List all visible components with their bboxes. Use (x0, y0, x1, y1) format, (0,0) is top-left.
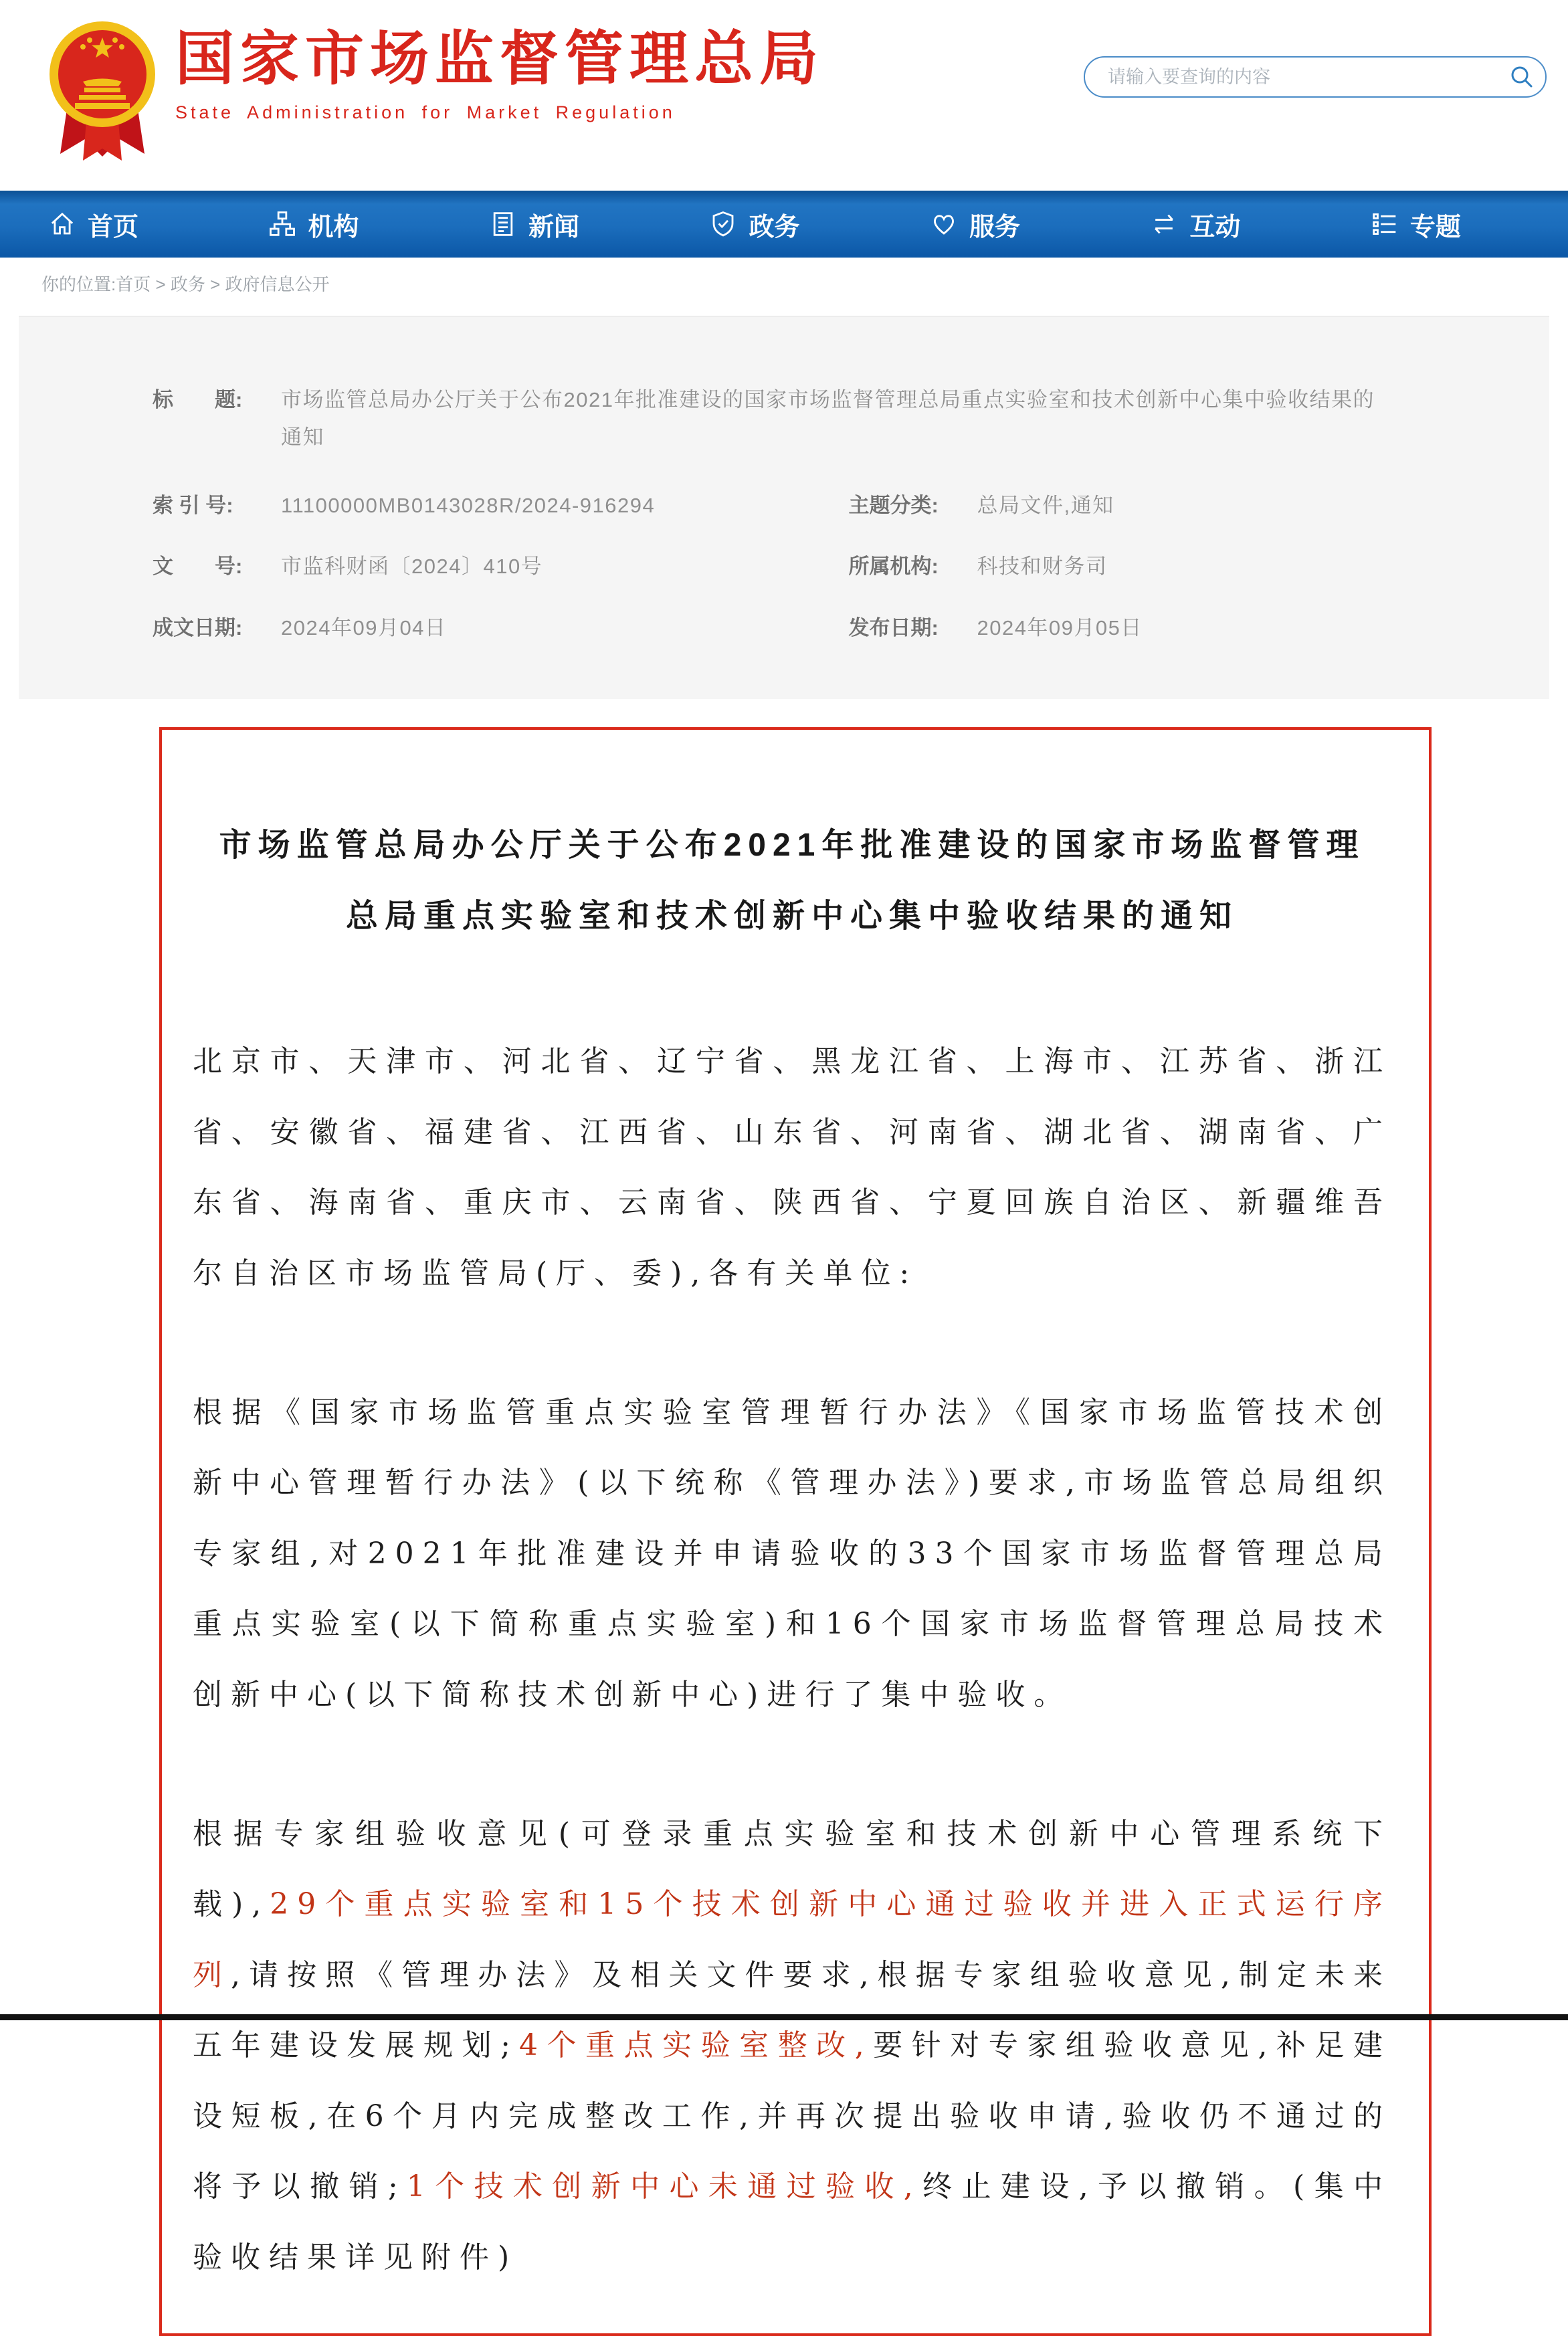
nav-label: 机构 (308, 213, 359, 241)
meta-row-title (153, 381, 1395, 456)
nav-label: 服务 (969, 213, 1020, 241)
doc-text-segment-red: 1个技术创新中心未通过验收, (406, 2169, 922, 2204)
meta-value: 市监科财函〔2024〕410号 (281, 555, 543, 579)
document-paragraph-results (193, 1799, 1391, 2293)
nav-label: 首页 (88, 213, 139, 241)
nav-item-topics[interactable] (1371, 206, 1461, 243)
doc-text-segment-black: 要针对专家组验收意见,补足建设短板,在6个月内完成整改工作,并再次提出验收申请,验收仍不通过的将予以撤销; (193, 2028, 1391, 2204)
site-title-en: State Administration for Market Regulation (175, 102, 676, 122)
meta-row-index-no (153, 487, 848, 524)
breadcrumb[interactable]: 你的位置:首页 > 政务 > 政府信息公开 (41, 274, 330, 294)
nav-label: 新闻 (528, 213, 579, 241)
nav-item-org[interactable] (268, 206, 359, 243)
site-title-cn: 国家市场监督管理总局 (175, 25, 825, 92)
nav-item-news[interactable] (489, 206, 579, 243)
nav-item-service[interactable] (930, 206, 1020, 243)
gov-shield-icon (709, 210, 737, 238)
news-icon (489, 210, 517, 238)
meta-title-label: 标 题: (153, 388, 243, 411)
document-meta-panel (19, 316, 1549, 699)
doc-text-segment-red: 4个重点实验室整改, (519, 2028, 873, 2063)
bottom-edge-bar (0, 2014, 1568, 2020)
meta-value: 2024年09月05日 (977, 616, 1143, 640)
meta-label: 索 引 号: (153, 493, 233, 517)
doc-text-segment-black: ,请按照《管理办法》及相关文件要求,根据专家组验收意见,制定未来五年建设发展规划; (193, 1957, 1392, 2063)
national-emblem-logo (48, 20, 157, 162)
document-body-box (159, 727, 1432, 2336)
doc-text-segment-red: 29个重点实验室和15个技术创新中心通过验收并进入正式运行序列 (193, 1887, 1391, 1992)
home-icon (48, 210, 76, 238)
site-header (0, 0, 1568, 191)
meta-value: 11100000MB0143028R/2024-916294 (281, 493, 656, 517)
search-icon[interactable] (1498, 58, 1545, 96)
nav-label: 政务 (749, 213, 800, 241)
doc-text-segment-black: 终止建设,予以撤销。(集中验收结果详见附件) (193, 2169, 1391, 2275)
meta-row-topic-class (848, 487, 1395, 524)
document-paragraph-addressees: 北京市、天津市、河北省、辽宁省、黑龙江省、上海市、江苏省、浙江省、安徽省、福建省、江西省、山东省、河南省、湖北省、湖南省、广东省、海南省、重庆市、云南省、陕西省、宁夏回族自治区、新疆维吾尔自治区市场监管局(厅、委),各有关单位: (193, 1044, 1391, 1290)
heart-icon (930, 210, 958, 238)
document-title-line2: 总局重点实验室和技术创新中心集中验收结果的通知 (345, 898, 1238, 934)
meta-title-value: 市场监管总局办公厅关于公布2021年批准建设的国家市场监督管理总局重点实验室和技术创新中心集中验收结果的通知 (281, 388, 1375, 449)
meta-value: 总局文件,通知 (977, 493, 1114, 517)
main-nav (0, 191, 1568, 258)
meta-label: 所属机构: (848, 555, 939, 579)
meta-value: 2024年09月04日 (281, 616, 447, 640)
meta-label: 成文日期: (153, 616, 243, 640)
document-title (193, 810, 1391, 951)
meta-label: 主题分类: (848, 493, 939, 517)
meta-row-publish-date (848, 609, 1395, 647)
document-title-line1: 市场监管总局办公厅关于公布2021年批准建设的国家市场监督管理 (219, 827, 1365, 863)
search-input[interactable] (1085, 67, 1498, 88)
document-paragraph-basis: 根据《国家市场监管重点实验室管理暂行办法》《国家市场监管技术创新中心管理暂行办法》(以下统称《管理办法》)要求,市场监管总局组织专家组,对2021年批准建设并申请验收的33个国家市场监督管理总局重点实验室(以下简称重点实验室)和16个国家市场监督管理总局技术创新中心(以下简称技术创新中心)进行了集中验收。 (193, 1395, 1391, 1712)
site-search (1084, 56, 1547, 98)
site-brand (175, 27, 824, 123)
meta-value: 科技和财务司 (977, 555, 1108, 579)
meta-grid (153, 487, 1395, 647)
meta-row-written-date (153, 609, 848, 647)
nav-item-interact[interactable] (1150, 206, 1240, 243)
nav-label: 专题 (1409, 213, 1461, 241)
exchange-arrows-icon (1150, 210, 1178, 238)
list-icon (1371, 210, 1399, 238)
meta-label: 发布日期: (848, 616, 939, 640)
nav-label: 互动 (1189, 213, 1241, 241)
meta-row-doc-no (153, 548, 848, 585)
doc-text-segment-black: 根据专家组验收意见(可登录重点实验室和技术创新中心管理系统下载), (193, 1816, 1391, 1922)
nav-item-gov[interactable] (709, 206, 799, 243)
meta-row-agency (848, 548, 1395, 585)
nav-item-home[interactable] (48, 206, 138, 243)
org-icon (268, 210, 296, 238)
meta-label: 文 号: (153, 555, 243, 579)
